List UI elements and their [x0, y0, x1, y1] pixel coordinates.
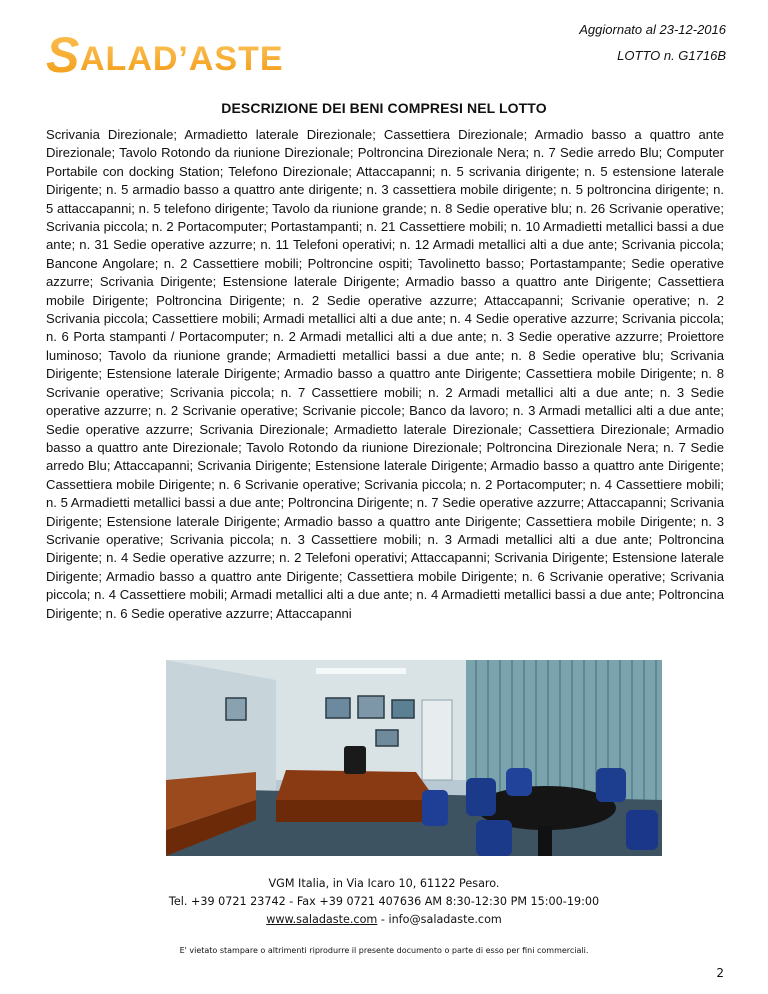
lot-description: Scrivania Direzionale; Armadietto laterale Direzionale; Cassettiera Direzionale; Armadio basso a quattro ante Direzionale; Tavolo Rotondo da riunione Direzionale; Poltroncina Direzionale Nera; n. 7 Sedie arredo Blu; Computer Portabile con docking Station; Telefono Direzionale; Attaccapanni; n. 5 scrivania dirigente; n. 5 estensione laterale Dirigente; n. 5 armadio basso a quattro ante dirigente; n. 3 cassettiera mobile dirigente; n. 5 poltroncina dirigente; n. 5 attaccapanni; n. 5 telefono dirigente; Tavolo da riunione grande; n. 8 Sedie operative blu; n. 26 Scrivanie operative; Scrivania piccola; n. 2 Portacomputer; Portastampanti; n. 21 Cassettiere mobili; n. 10 Armadietti metallici bassi a due ante; n. 31 Sedie operative azzurre; n. 11 Telefoni operativi; n. 12 Armadi metallici alti a due ante; Scrivania piccola; Bancone Angolare; n. 2 Cassettiere mobili; Poltroncine ospiti; Tavolinetto basso; Portastampante; Sedie operative azzurre; Scrivania Dirigente; Estensione laterale Dirigente; Armadio basso a quattro ante Dirigente; Cassettiera mobile Dirigente; Poltroncina Dirigente; n. 2 Sedie operative azzurre; Attaccapanni; Scrivanie operative; n. 2 Scrivania piccola; Cassettiere mobili; Armadi metallici alti a due ante; n. 4 Sedie operative azzurre; Scrivania piccola; n. 6 Porta stampanti / Portacomputer; n. 2 Armadi metallici alti a due ante; n. 3 Sedie operative azzurre; Proiettore luminoso; Tavolo da riunione grande; Armadietti metallici bassi a due ante; n. 8 Sedie operative blu; Scrivania Dirigente; Estensione laterale Dirigente; Armadio basso a quattro ante Dirigente; Cassettiera mobile Dirigente; n. 8 Scrivanie operative; Scrivania piccola; n. 7 Cassettiere mobili; n. 2 Armadi metallici alti a due ante; n. 3 Sedie operative azzurre; n. 2 Scrivanie operative; Scrivanie piccole; Banco da lavoro; n. 3 Armadi metallici alti a due ante; Sedie operative azzurre; Scrivania Direzionale; Armadietto laterale Direzionale; Cassettiera Direzionale; Armadio basso a quattro ante Direzionale; Tavolo Rotondo da riunione Direzionale; Poltroncina Direzionale Nera; n. 7 Sedie arredo Blu; Attaccapanni; Scrivania Dirigente; Estensione laterale Dirigente; Armadio basso a quattro ante Dirigente; Cassettiera mobile Dirigente; n. 6 Scrivanie operative; Scrivania piccola; n. 2 Portacomputer; n. 4 Cassettiere mobili; n. 5 Armadietti metallici bassi a due ante; Poltroncina Dirigente; n. 7 Sedie operative azzurre; Attaccapanni; Scrivania Dirigente; Estensione laterale Dirigente; Armadio basso a quattro ante Dirigente; Cassettiera mobile Dirigente; n. 3 Scrivanie operative; Scrivania piccola; n. 3 Cassettiere mobili; n. 3 Armadi metallici alti a due ante; Poltroncina Dirigente; n. 4 Sedie operative azzurre; n. 2 Telefoni operativi; Attaccapanni; Scrivania Dirigente; Estensione laterale Dirigente; Armadio basso a quattro ante Dirigente; Cassettiera mobile Dirigente; n. 6 Scrivanie operative; Scrivania piccola; n. 4 Cassettiere mobili; Armadi metallici alti a due ante; n. 4 Armadietti metallici bassi a due ante; Poltroncina Dirigente; n. 6 Sedie operative azzurre; Attaccapanni: [46, 127, 724, 621]
saladaste-logo: [46, 20, 286, 80]
footer-separator: -: [377, 913, 389, 926]
page-title: DESCRIZIONE DEI BENI COMPRESI NEL LOTTO: [221, 100, 547, 116]
footer-disclaimer: E' vietato stampare o altrimenti riprodurre il presente documento o parte di esso per fini commerciali.: [179, 946, 589, 955]
footer-address: VGM Italia, in Via Icaro 10, 61122 Pesaro.: [268, 877, 500, 890]
footer-contacts: Tel. +39 0721 23742 - Fax +39 0721 407636 AM 8:30-12:30 PM 15:00-19:00: [168, 895, 600, 908]
svg-text:ALAD’ASTE: ALAD’ASTE: [80, 40, 284, 78]
email-link[interactable]: info@saladaste.com: [388, 913, 502, 926]
page-number: 2: [716, 966, 724, 980]
lot-number: LOTTO n. G1716B: [617, 48, 726, 63]
svg-text:S: S: [46, 27, 80, 80]
office-photo: [166, 660, 662, 856]
updated-date: Aggiornato al 23-12-2016: [579, 22, 726, 37]
footer-web-line: [0, 913, 768, 926]
website-link[interactable]: www.saladaste.com: [266, 913, 378, 926]
